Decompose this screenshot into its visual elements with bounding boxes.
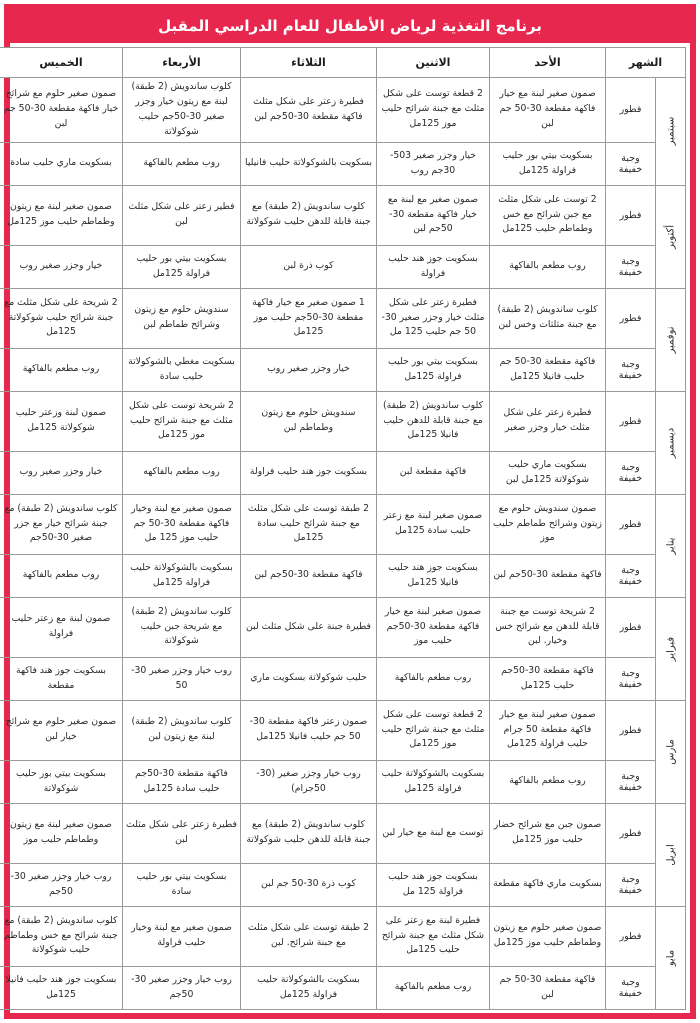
- menu-cell: صمون صغير لبنة مع خيار فاكهة مقطعة 30-50 جم لبن: [489, 78, 605, 143]
- menu-cell: 1 صمون صغير مع خيار فاكهة مقطعة 30-50جم حليب موز 125مل: [240, 288, 376, 348]
- menu-cell: صمون لبنة مع زعتر حليب فراولة: [0, 597, 122, 657]
- menu-cell: بسكويت جوز هند حليب فراولة: [240, 451, 376, 494]
- month-label: مايو: [665, 949, 676, 966]
- menu-cell: خيار وجزر صغير 503-30جم روب: [376, 142, 489, 185]
- month-snack-row: [0, 451, 686, 494]
- meal-type-breakfast: فطور: [605, 597, 655, 657]
- menu-cell: بسكويت جوز هند فاكهة مقطعة: [0, 657, 122, 700]
- meal-type-snack: وجبة خفيفة: [605, 245, 655, 288]
- month-label: نوفمبر: [665, 325, 676, 354]
- menu-cell: 2 شريحة توست على شكل مثلث مع جبنة شرائح حليب موز 125مل: [122, 391, 240, 451]
- meal-type-breakfast: فطور: [605, 391, 655, 451]
- month-breakfast-row: [0, 700, 686, 760]
- menu-cell: فاكهة مقطعة 30-50جم حليب 125مل: [489, 657, 605, 700]
- meal-type-breakfast: فطور: [605, 494, 655, 554]
- menu-cell: روب مطعم بالفاكهه: [122, 451, 240, 494]
- menu-cell: صمون صغير مع لبنة وخيار فاكهة مقطعة 30-50 جم حليب موز 125 مل: [122, 494, 240, 554]
- menu-cell: سندويش حلوم مع زيتون وطماطم لبن: [240, 391, 376, 451]
- page-title: برنامج التغذية لرياض الأطفال للعام الدراسي المقبل: [10, 10, 690, 43]
- menu-cell: روب مطعم بالفاكهة: [489, 760, 605, 803]
- menu-cell: صمون سندويش حلوم مع زيتون وشرائح طماطم حليب موز: [489, 494, 605, 554]
- menu-cell: توست مع لبنة مع خيار لبن: [376, 803, 489, 863]
- menu-cell: فطيرة زعتر على شكل مثلث خيار وجزر صغير: [489, 391, 605, 451]
- menu-cell: بسكويت ماري فاكهة مقطعة: [489, 863, 605, 906]
- month-snack-row: [0, 657, 686, 700]
- menu-cell: روب مطعم بالفاكهة: [0, 348, 122, 391]
- menu-cell: روب خيار وجزر صغير (30-50جرام): [240, 760, 376, 803]
- menu-cell: روب مطعم بالفاكهة: [122, 142, 240, 185]
- column-header-sunday: الأحد: [489, 48, 605, 78]
- meal-type-snack: وجبة خفيفة: [605, 657, 655, 700]
- month-breakfast-row: [0, 78, 686, 143]
- meal-type-snack: وجبة خفيفة: [605, 863, 655, 906]
- menu-cell: صمون صغير لبنة مع خيار فاكهة مقطعة 50 جرام حليب فراولة 125مل: [489, 700, 605, 760]
- column-header-monday: الاثنين: [376, 48, 489, 78]
- month-snack-row: [0, 760, 686, 803]
- menu-cell: فطيرة لبنة مع زعتر على شكل مثلث مع جبنة شرائح حليب 125مل: [376, 906, 489, 966]
- menu-cell: كلوب ساندويش (2 طبقة) مع جبنة مثلثات وخس لبن: [489, 288, 605, 348]
- month-cell: [656, 185, 686, 288]
- menu-cell: خيار وجزر صغير روب: [0, 451, 122, 494]
- menu-cell: كلوب ساندويش (2 طبقة) مع جبنة قابلة للدهن حليب فانيلا 125مل: [376, 391, 489, 451]
- menu-cell: صمون صغير مع لبنة مع خيار فاكهة مقطعة 30-50جم لبن: [376, 185, 489, 245]
- month-label: فبراير: [665, 636, 676, 661]
- menu-cell: صمون صغير حلوم مع زيتون وطماطم حليب موز 125مل: [489, 906, 605, 966]
- month-breakfast-row: [0, 597, 686, 657]
- menu-cell: روب مطعم بالفاكهة: [376, 966, 489, 1009]
- meal-type-breakfast: فطور: [605, 906, 655, 966]
- menu-cell: صمون جبن مع شرائح خضار حليب موز 125مل: [489, 803, 605, 863]
- meal-type-breakfast: فطور: [605, 288, 655, 348]
- menu-cell: صمون صغير لبنة مع زعتر حليب سادة 125مل: [376, 494, 489, 554]
- meal-type-breakfast: فطور: [605, 803, 655, 863]
- menu-cell: روب مطعم بالفاكهة: [0, 554, 122, 597]
- month-label: أكتوبر: [665, 224, 676, 249]
- meal-type-breakfast: فطور: [605, 185, 655, 245]
- meal-type-snack: وجبة خفيفة: [605, 554, 655, 597]
- menu-cell: سندويش حلوم مع زيتون وشرائح طماطم لبن: [122, 288, 240, 348]
- menu-cell: فاكهة مقطعة 30-50 جم حليب فانيلا 125مل: [489, 348, 605, 391]
- menu-cell: بسكويت بالشوكولاتة حليب فانيليا: [240, 142, 376, 185]
- menu-cell: روب خيار وجزر صغير 30-50: [122, 657, 240, 700]
- menu-cell: فطير زعتر على شكل مثلث لبن: [122, 185, 240, 245]
- month-cell: [656, 597, 686, 700]
- menu-cell: 2 قطعة توست على شكل مثلث مع جبنة شرائح حليب موز 125مل: [376, 700, 489, 760]
- page-frame: [4, 4, 696, 1019]
- menu-cell: كلوب ساندويش (2 طبقة) مع شريحة جبن حليب شوكولاتة: [122, 597, 240, 657]
- menu-cell: بسكويت مغطي بالشوكولاتة حليب سادة: [122, 348, 240, 391]
- month-label: مارس: [665, 738, 676, 765]
- month-label: سبتمبر: [665, 116, 676, 146]
- menu-cell: فاكهة مقطعة 30-50جم حليب سادة 125مل: [122, 760, 240, 803]
- month-snack-row: [0, 348, 686, 391]
- menu-cell: كوب ذرة 30-50 جم لبن: [240, 863, 376, 906]
- month-cell: [656, 494, 686, 597]
- menu-cell: بسكويت جوز هند حليب فراولة 125 مل: [376, 863, 489, 906]
- month-snack-row: [0, 245, 686, 288]
- menu-cell: صمون صغير مع لبنة وخيار حليب فراولة: [122, 906, 240, 966]
- month-snack-row: [0, 554, 686, 597]
- menu-cell: روب خيار وجزر صغير 30-50جم: [0, 863, 122, 906]
- column-header-wednesday: الأربعاء: [122, 48, 240, 78]
- menu-cell: كلوب ساندويش (2 طبقة) مع جبنة قابلة للدهن حليب شوكولاتة: [240, 803, 376, 863]
- menu-cell: بسكويت جوز هند حليب فانيلا 125مل: [0, 966, 122, 1009]
- month-cell: [656, 288, 686, 391]
- meal-type-snack: وجبة خفيفة: [605, 348, 655, 391]
- menu-cell: صمون صغير لبنة مع زيتون وطماطم حليب موز 125مل: [0, 185, 122, 245]
- menu-cell: خيار وجزر صغير روب: [0, 245, 122, 288]
- month-snack-row: [0, 966, 686, 1009]
- menu-cell: فاكهة مقطعة 30-50جم لبن: [489, 554, 605, 597]
- month-breakfast-row: [0, 288, 686, 348]
- menu-cell: فاكهة مقطعة 30-50جم لبن: [240, 554, 376, 597]
- menu-cell: صمون صغير حلوم مع شرائح خيار لبن: [0, 700, 122, 760]
- menu-cell: بسكويت بالشوكولاتة حليب فراولة 125مل: [122, 554, 240, 597]
- month-cell: [656, 78, 686, 186]
- meal-type-snack: وجبة خفيفة: [605, 142, 655, 185]
- menu-cell: 2 شريحة على شكل مثلث مع جبنة شرائح حليب شوكولاتة 125مل: [0, 288, 122, 348]
- menu-cell: 2 توست على شكل مثلث مع جبن شرائح مع خس وطماطم حليب 125مل: [489, 185, 605, 245]
- month-cell: [656, 700, 686, 803]
- menu-cell: كوب ذرة لبن: [240, 245, 376, 288]
- meal-type-breakfast: فطور: [605, 700, 655, 760]
- menu-cell: بسكويت بيتي بور حليب سادة: [122, 863, 240, 906]
- month-breakfast-row: [0, 185, 686, 245]
- month-breakfast-row: [0, 391, 686, 451]
- month-breakfast-row: [0, 803, 686, 863]
- menu-cell: فاكهة مقطعة لبن: [376, 451, 489, 494]
- menu-cell: خيار وجزر صغير روب: [240, 348, 376, 391]
- menu-cell: 2 طبقة توست على شكل مثلث مع جبنة شرائح. لبن: [240, 906, 376, 966]
- menu-cell: بسكويت جوز هند حليب فراولة: [376, 245, 489, 288]
- header-row: [0, 48, 686, 78]
- menu-cell: صمون زعتر فاكهة مقطعة 30-50 جم حليب فانيلا 125مل: [240, 700, 376, 760]
- menu-cell: بسكويت بيتي بور حليب فراولة 125مل: [376, 348, 489, 391]
- menu-cell: 2 طبقة توست على شكل مثلث مع جبنة شرائح حليب سادة 125مل: [240, 494, 376, 554]
- menu-cell: بسكويت جوز هند حليب فانيلا 125مل: [376, 554, 489, 597]
- menu-cell: صمون صغير حلوم مع شرائح خيار فاكهة مقطعة 30-50 جم لبن: [0, 78, 122, 143]
- menu-cell: بسكويت ماري حليب شوكولاتة 125مل لبن: [489, 451, 605, 494]
- menu-cell: بسكويت بيتي بور حليب فراولة 125مل: [122, 245, 240, 288]
- menu-cell: بسكويت بيتي بور حليب شوكولاتة: [0, 760, 122, 803]
- month-cell: [656, 906, 686, 1009]
- menu-cell: روب مطعم بالفاكهة: [376, 657, 489, 700]
- meal-type-snack: وجبة خفيفة: [605, 966, 655, 1009]
- menu-cell: كلوب ساندويش (2 طبقة) لبنة مع زيتون خيار وجزر صغير 30-50جم حليب شوكولاتة: [122, 78, 240, 143]
- menu-cell: كلوب ساندويش (2 طبقة) مع جبنة شرائح خيار مع جزر صغير 30-50جم: [0, 494, 122, 554]
- month-label: يناير: [665, 536, 676, 555]
- month-snack-row: [0, 142, 686, 185]
- month-label: ديسمبر: [665, 427, 676, 458]
- menu-cell: بسكويت بالشوكولاتة حليب فراولة 125مل: [376, 760, 489, 803]
- meal-type-snack: وجبة خفيفة: [605, 451, 655, 494]
- column-header-thursday: الخميس: [0, 48, 122, 78]
- menu-cell: فطيرة زعتر على شكل مثلث خيار وجزر صغير 30-50 جم حليب 125 مل: [376, 288, 489, 348]
- month-cell: [656, 391, 686, 494]
- menu-cell: كلوب ساندويش (2 طبقة) مع جبنة شرائح مع خس وطماطم حليب شوكولاتة: [0, 906, 122, 966]
- menu-cell: 2 شريحة توست مع جبنة قابلة للدهن مع شرائح خس وخيار. لبن: [489, 597, 605, 657]
- month-snack-row: [0, 863, 686, 906]
- menu-cell: صمون لبنة وزعتر حليب شوكولاتة 125مل: [0, 391, 122, 451]
- menu-cell: كلوب ساندويش (2 طبقة) مع جبنة قابلة للدهن حليب شوكولاتة: [240, 185, 376, 245]
- menu-cell: فاكهة مقطعة 30-50 جم لبن: [489, 966, 605, 1009]
- month-breakfast-row: [0, 906, 686, 966]
- menu-cell: بسكويت ماري حليب سادة: [0, 142, 122, 185]
- column-header-month: الشهر: [605, 48, 685, 78]
- menu-cell: روب مطعم بالفاكهة: [489, 245, 605, 288]
- menu-cell: حليب شوكولاتة بسكويت ماري: [240, 657, 376, 700]
- menu-cell: فطيرة زعتر على شكل مثلث لبن: [122, 803, 240, 863]
- month-label: ابريل: [665, 843, 676, 866]
- menu-cell: صمون صغير لبنة مع خيار فاكهة مقطعة 30-50جم حليب موز: [376, 597, 489, 657]
- menu-cell: بسكويت بيتي بور حليب فراولة 125مل: [489, 142, 605, 185]
- nutrition-schedule-table: [0, 47, 686, 1010]
- menu-cell: بسكويت بالشوكولاتة حليب فراولة 125مل: [240, 966, 376, 1009]
- month-breakfast-row: [0, 494, 686, 554]
- column-header-tuesday: الثلاثاء: [240, 48, 376, 78]
- schedule-table-wrapper: [3, 43, 690, 1014]
- meal-type-snack: وجبة خفيفة: [605, 760, 655, 803]
- meal-type-breakfast: فطور: [605, 78, 655, 143]
- month-cell: [656, 803, 686, 906]
- menu-cell: روب خيار وجزر صغير 30-50جم: [122, 966, 240, 1009]
- menu-cell: 2 قطعة توست على شكل مثلث مع جبنة شرائح حليب موز 125مل: [376, 78, 489, 143]
- menu-cell: فطيرة جبنة على شكل مثلث لبن: [240, 597, 376, 657]
- menu-cell: فطيرة زعتر على شكل مثلث فاكهة مقطعة 30-50جم لبن: [240, 78, 376, 143]
- menu-cell: كلوب ساندويش (2 طبقة) لبنة مع زيتون لبن: [122, 700, 240, 760]
- menu-cell: صمون صغير لبنة مع زيتون وطماطم حليب موز: [0, 803, 122, 863]
